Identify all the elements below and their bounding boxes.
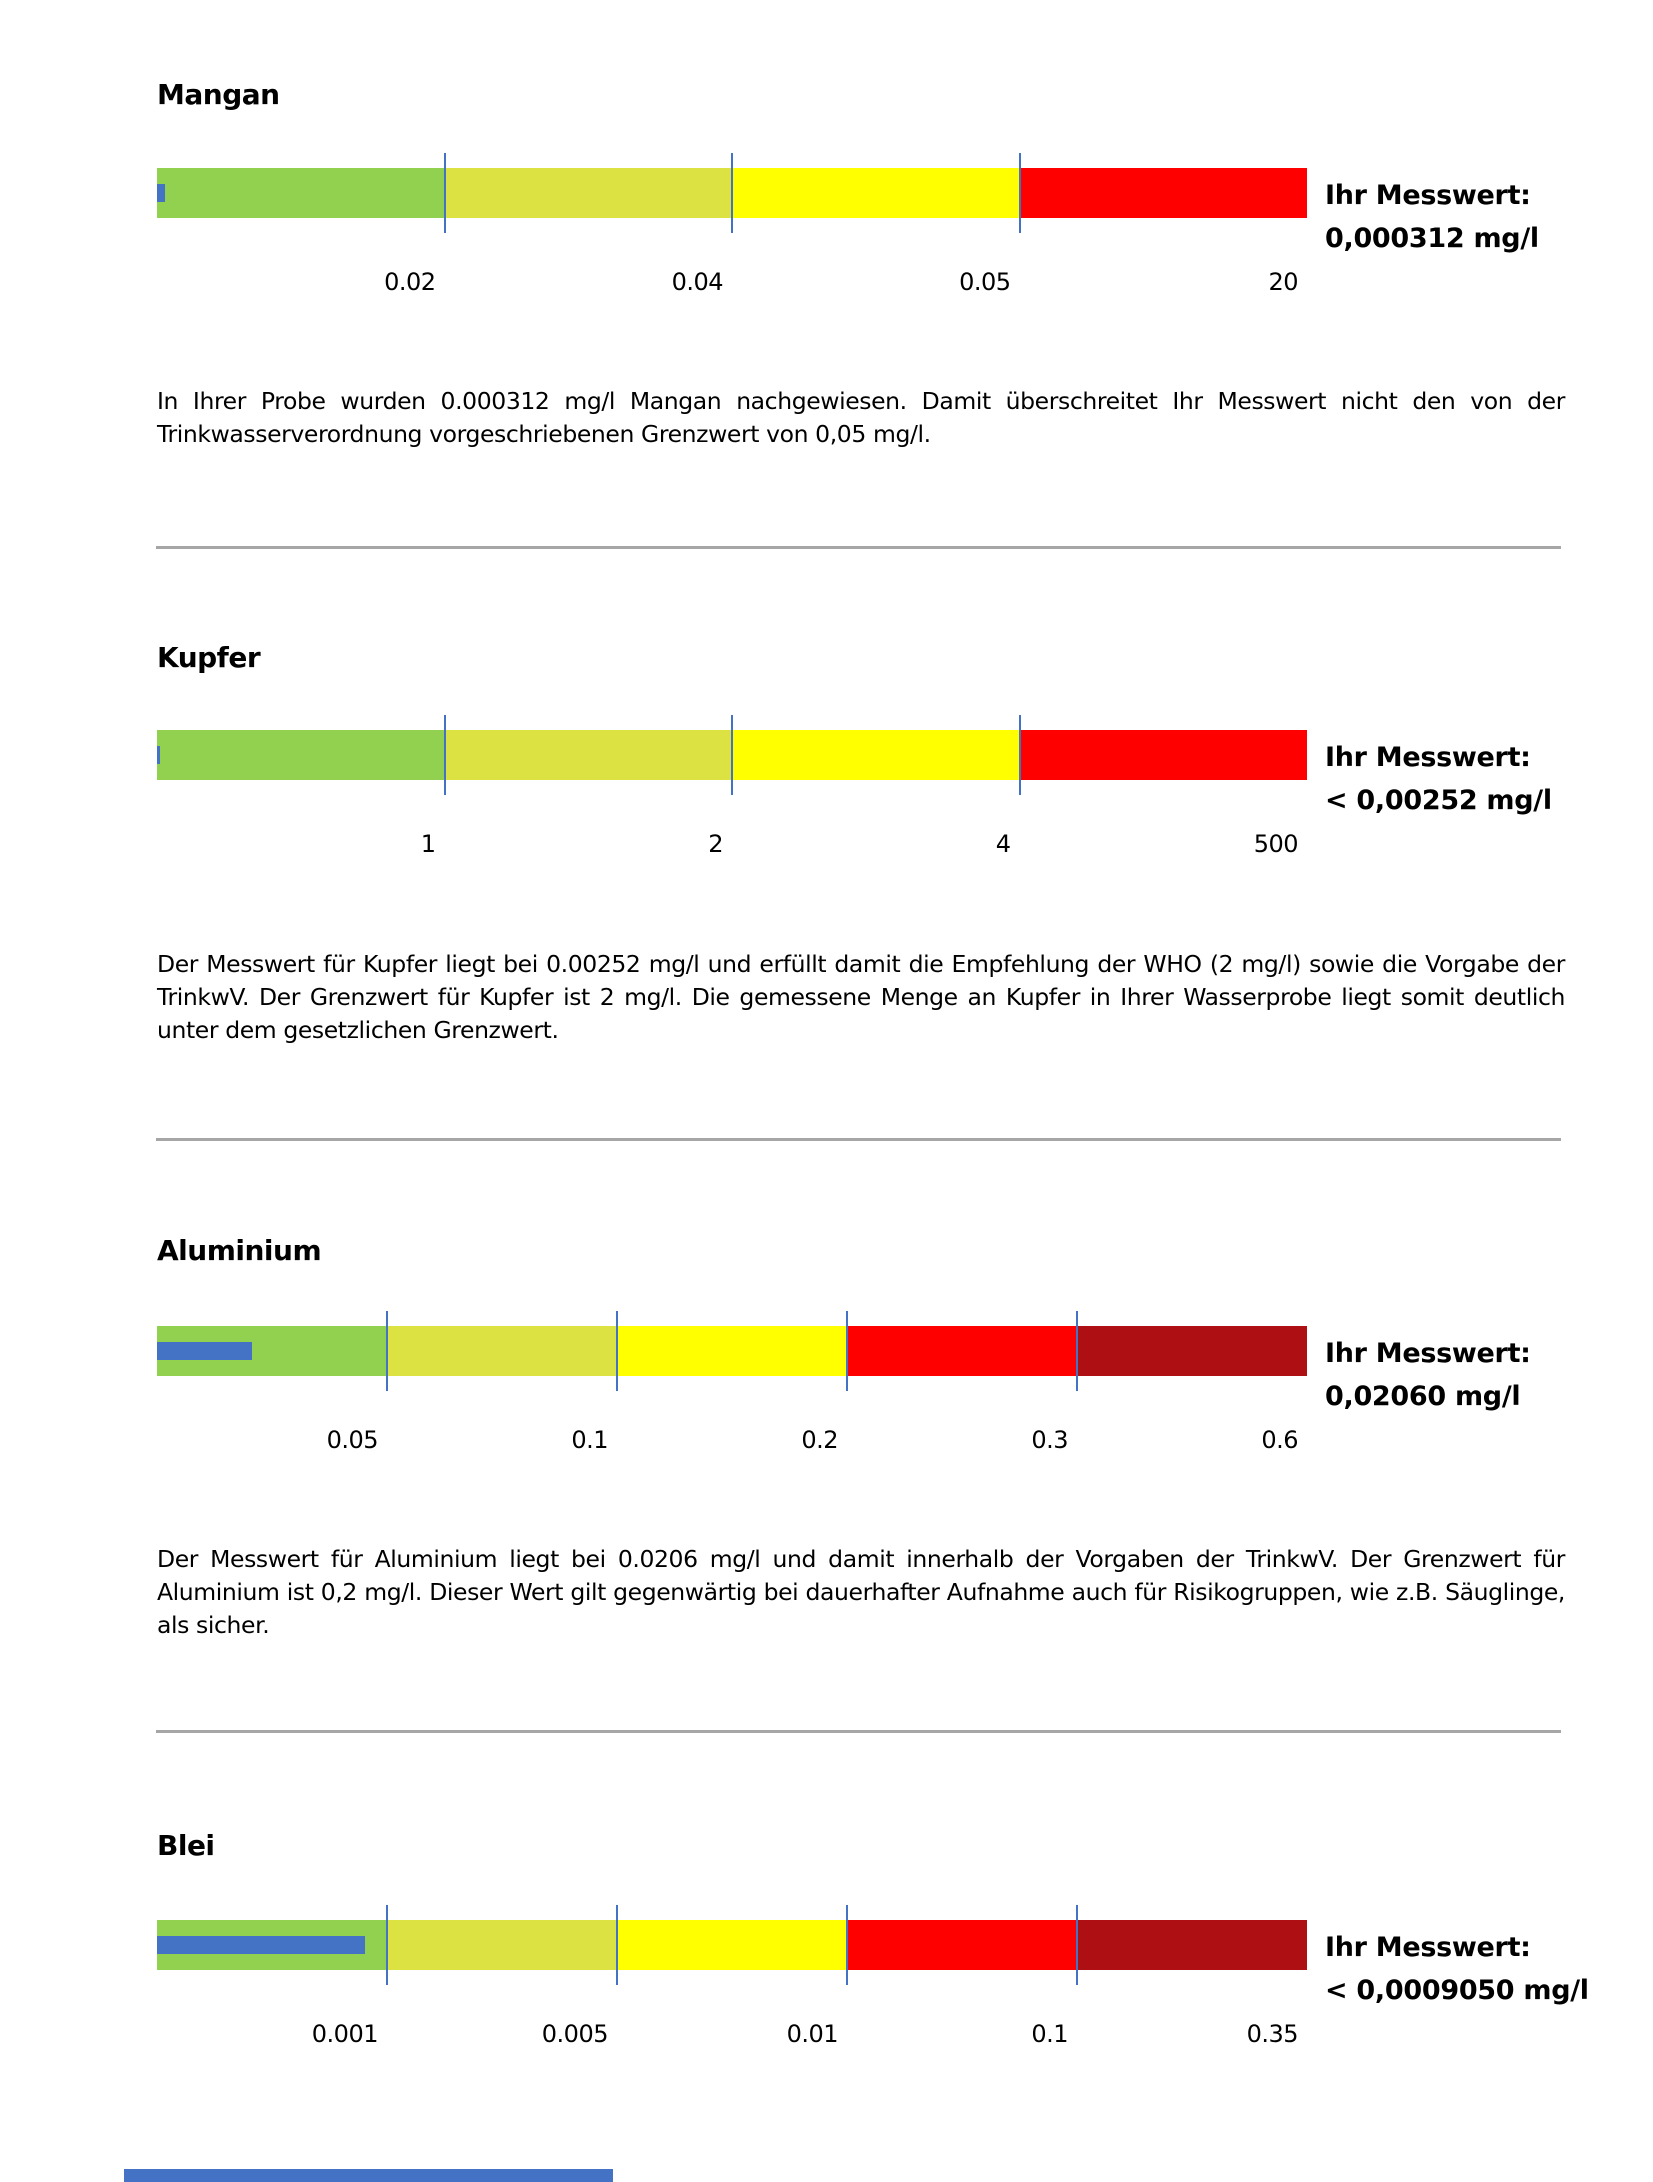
tick-label: 0.001 xyxy=(311,2020,378,2048)
scale-tick xyxy=(731,715,733,795)
scale-tick xyxy=(1019,153,1021,233)
section-paragraph xyxy=(157,948,1565,1047)
paragraph-line: Der Messwert für Aluminium liegt bei 0.0206 mg/l und damit innerhalb der Vorgaben der TrinkwV. Der Grenzwert für xyxy=(157,1545,1565,1573)
tick-label: 0.3 xyxy=(1031,1426,1068,1454)
tick-label: 1 xyxy=(420,830,436,858)
messwert-value: 0,000312 mg/l xyxy=(1325,223,1539,254)
messwert-block xyxy=(1325,1926,1589,2012)
tick-label: 0.02 xyxy=(384,268,436,296)
messwert-block xyxy=(1325,174,1539,260)
tick-label: 20 xyxy=(1268,268,1298,296)
section-paragraph xyxy=(157,385,1565,451)
paragraph-line: als sicher. xyxy=(157,1611,270,1639)
scale-segment-red xyxy=(847,1326,1077,1376)
scale-tick xyxy=(731,153,733,233)
section-title: Kupfer xyxy=(157,641,261,674)
scale-segment-red xyxy=(1020,168,1308,218)
tick-label: 0.005 xyxy=(541,2020,608,2048)
messwert-block xyxy=(1325,736,1552,822)
scale-segment-darkred xyxy=(1077,1920,1307,1970)
section-paragraph xyxy=(157,1543,1565,1642)
measured-value-indicator xyxy=(157,184,165,202)
scale-segment-green xyxy=(157,168,445,218)
paragraph-line: Aluminium ist 0,2 mg/l. Dieser Wert gilt gegenwärtig bei dauerhafter Aufnahme auch für Risikogruppen, wie z.B. Säuglinge, xyxy=(157,1578,1565,1606)
scale-bar-chart xyxy=(157,168,1307,296)
tick-label: 0.04 xyxy=(671,268,723,296)
scale-segment-yellow xyxy=(617,1920,847,1970)
paragraph-line: unter dem gesetzlichen Grenzwert. xyxy=(157,1016,559,1044)
tick-label: 0.01 xyxy=(786,2020,838,2048)
section-divider xyxy=(156,1138,1561,1141)
tick-label: 0.6 xyxy=(1261,1426,1298,1454)
tick-label: 4 xyxy=(995,830,1011,858)
section-divider xyxy=(156,1730,1561,1733)
measured-value-indicator xyxy=(157,1342,252,1360)
scale-segment-yellowgreen xyxy=(387,1326,617,1376)
messwert-block xyxy=(1325,1332,1531,1418)
messwert-value: 0,02060 mg/l xyxy=(1325,1381,1521,1412)
scale-segment-red xyxy=(1020,730,1308,780)
tick-label: 0.1 xyxy=(571,1426,608,1454)
scale-segment-yellow xyxy=(732,730,1020,780)
tick-label: 500 xyxy=(1253,830,1298,858)
scale-segment-yellow xyxy=(732,168,1020,218)
scale-tick xyxy=(444,153,446,233)
scale-segment-yellowgreen xyxy=(445,730,733,780)
tick-label: 0.35 xyxy=(1246,2020,1298,2048)
section-title: Mangan xyxy=(157,78,280,111)
scale-tick xyxy=(846,1905,848,1985)
messwert-label: Ihr Messwert: xyxy=(1325,742,1531,773)
scale-bar-chart xyxy=(157,1326,1307,1454)
messwert-label: Ihr Messwert: xyxy=(1325,1338,1531,1369)
section-title: Blei xyxy=(157,1829,215,1862)
measured-value-indicator xyxy=(157,746,160,764)
scale-segment-red xyxy=(847,1920,1077,1970)
scale-segment-yellowgreen xyxy=(445,168,733,218)
scale-segment-green xyxy=(157,730,445,780)
scale-tick xyxy=(846,1311,848,1391)
scale-tick xyxy=(1076,1311,1078,1391)
scale-tick xyxy=(386,1905,388,1985)
scale-bar-chart xyxy=(157,730,1307,858)
paragraph-line: Der Messwert für Kupfer liegt bei 0.00252 mg/l und erfüllt damit die Empfehlung der WHO (2 mg/l) sowie die Vorgabe der xyxy=(157,950,1565,978)
messwert-label: Ihr Messwert: xyxy=(1325,180,1531,211)
scale-tick xyxy=(386,1311,388,1391)
scale-segment-darkred xyxy=(1077,1326,1307,1376)
tick-label: 0.2 xyxy=(801,1426,838,1454)
measured-value-indicator xyxy=(157,1936,365,1954)
section-divider xyxy=(156,546,1561,549)
cutoff-indicator-bar xyxy=(124,2169,613,2182)
paragraph-line: TrinkwV. Der Grenzwert für Kupfer ist 2 mg/l. Die gemessene Menge an Kupfer in Ihrer Wasserprobe liegt somit deutlich xyxy=(157,983,1565,1011)
messwert-value: < 0,0009050 mg/l xyxy=(1325,1975,1589,2006)
scale-tick xyxy=(616,1905,618,1985)
messwert-value: < 0,00252 mg/l xyxy=(1325,785,1552,816)
scale-segment-yellowgreen xyxy=(387,1920,617,1970)
paragraph-line: Trinkwasserverordnung vorgeschriebenen Grenzwert von 0,05 mg/l. xyxy=(157,420,931,448)
scale-tick xyxy=(1019,715,1021,795)
scale-tick xyxy=(1076,1905,1078,1985)
scale-segment-yellow xyxy=(617,1326,847,1376)
paragraph-line: In Ihrer Probe wurden 0.000312 mg/l Mangan nachgewiesen. Damit überschreitet Ihr Messwert nicht den von der xyxy=(157,387,1565,415)
messwert-label: Ihr Messwert: xyxy=(1325,1932,1531,1963)
tick-label: 2 xyxy=(708,830,723,858)
tick-label: 0.05 xyxy=(326,1426,378,1454)
scale-tick xyxy=(444,715,446,795)
tick-label: 0.1 xyxy=(1031,2020,1068,2048)
tick-label: 0.05 xyxy=(959,268,1011,296)
section-title: Aluminium xyxy=(157,1234,322,1267)
scale-tick xyxy=(616,1311,618,1391)
scale-bar-chart xyxy=(157,1920,1307,2048)
